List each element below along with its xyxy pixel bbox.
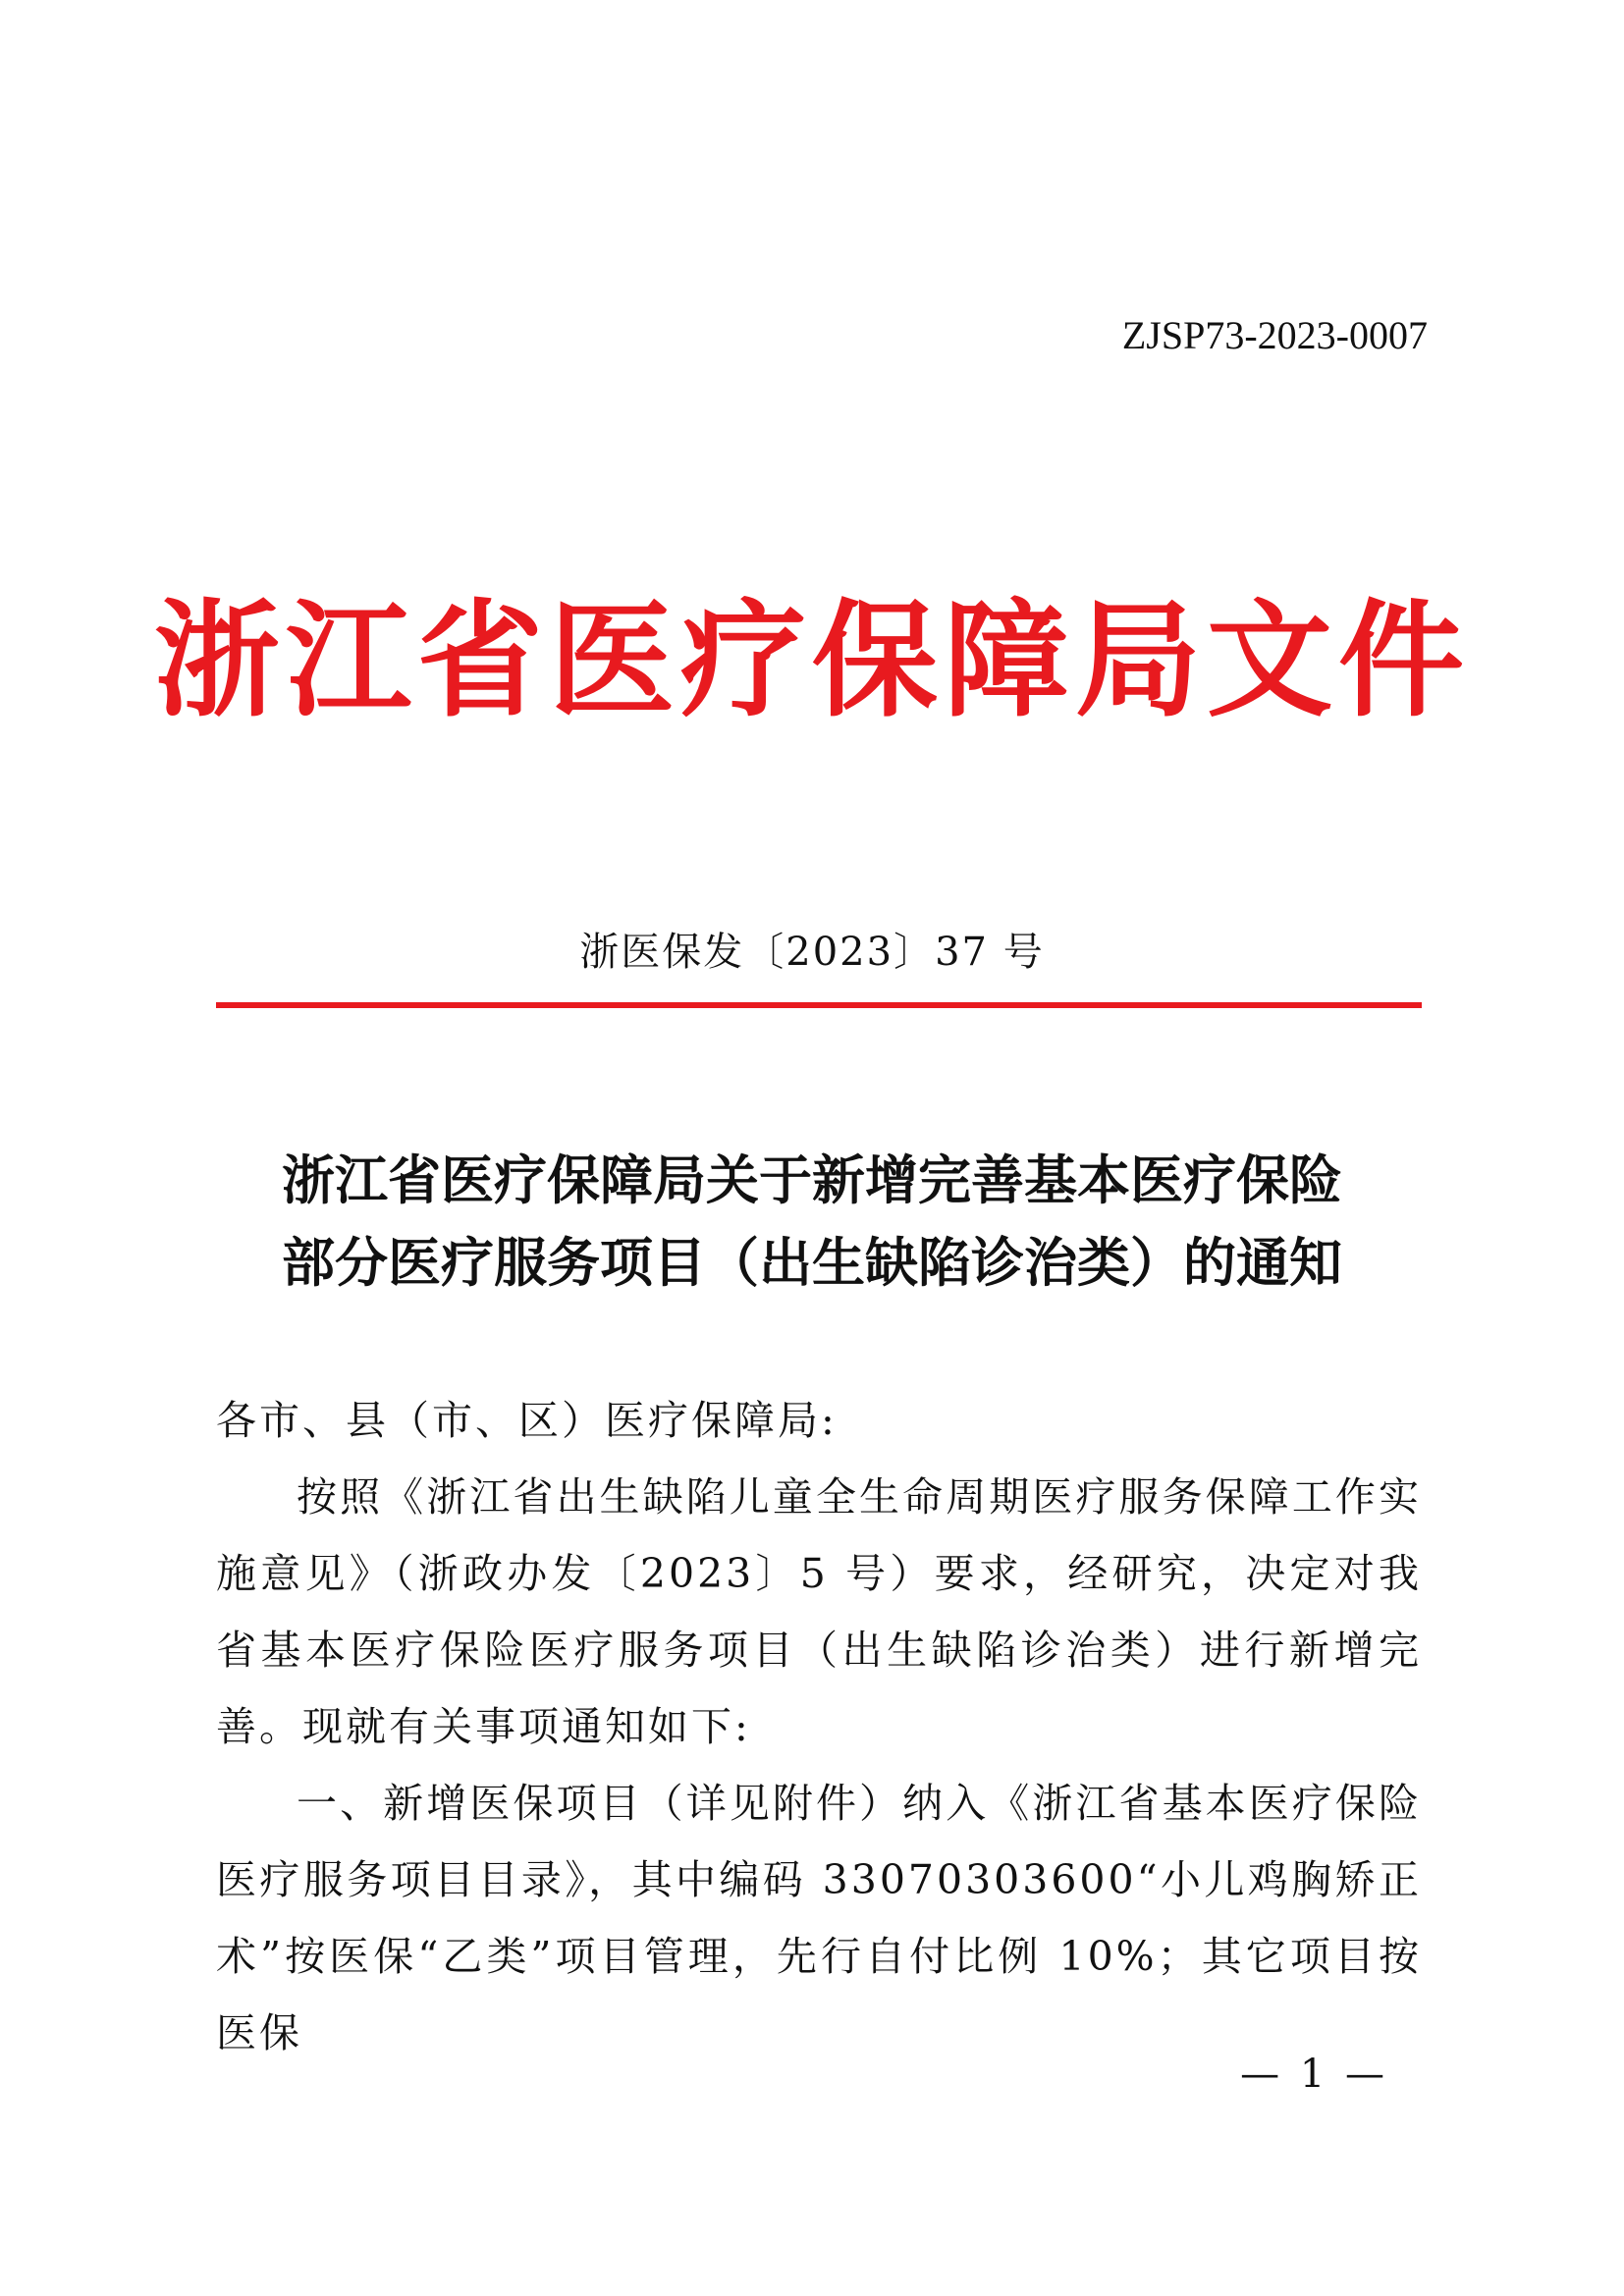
title-line-1: 浙江省医疗保障局关于新增完善基本医疗保险 [282, 1148, 1342, 1211]
document-code: ZJSP73-2023-0007 [1121, 313, 1428, 357]
body-paragraph-2: 一、新增医保项目（详见附件）纳入《浙江省基本医疗保险医疗服务项目目录》，其中编码 33070303600“小儿鸡胸矫正术”按医保“乙类”项目管理，先行自付比例 10%；其它项目按医保 [216, 1780, 1422, 2056]
issuer-masthead: 浙江省医疗保障局文件 [153, 588, 1470, 734]
page-number: — 1 — [1240, 2052, 1388, 2097]
document-title [0, 1139, 1624, 1304]
title-line-2: 部分医疗服务项目（出生缺陷诊治类）的通知 [282, 1231, 1342, 1294]
document-body [216, 1382, 1422, 2071]
salutation: 各市、县（市、区）医疗保障局: [216, 1397, 838, 1444]
issue-number: 浙医保发〔2023〕37 号 [579, 930, 1045, 975]
body-paragraph-1: 按照《浙江省出生缺陷儿童全生命周期医疗服务保障工作实施意见》（浙政办发〔2023〕5 号）要求，经研究，决定对我省基本医疗保险医疗服务项目（出生缺陷诊治类）进行新增完善。现就有关事项通知如下: [216, 1473, 1422, 1750]
red-divider [216, 1002, 1422, 1008]
